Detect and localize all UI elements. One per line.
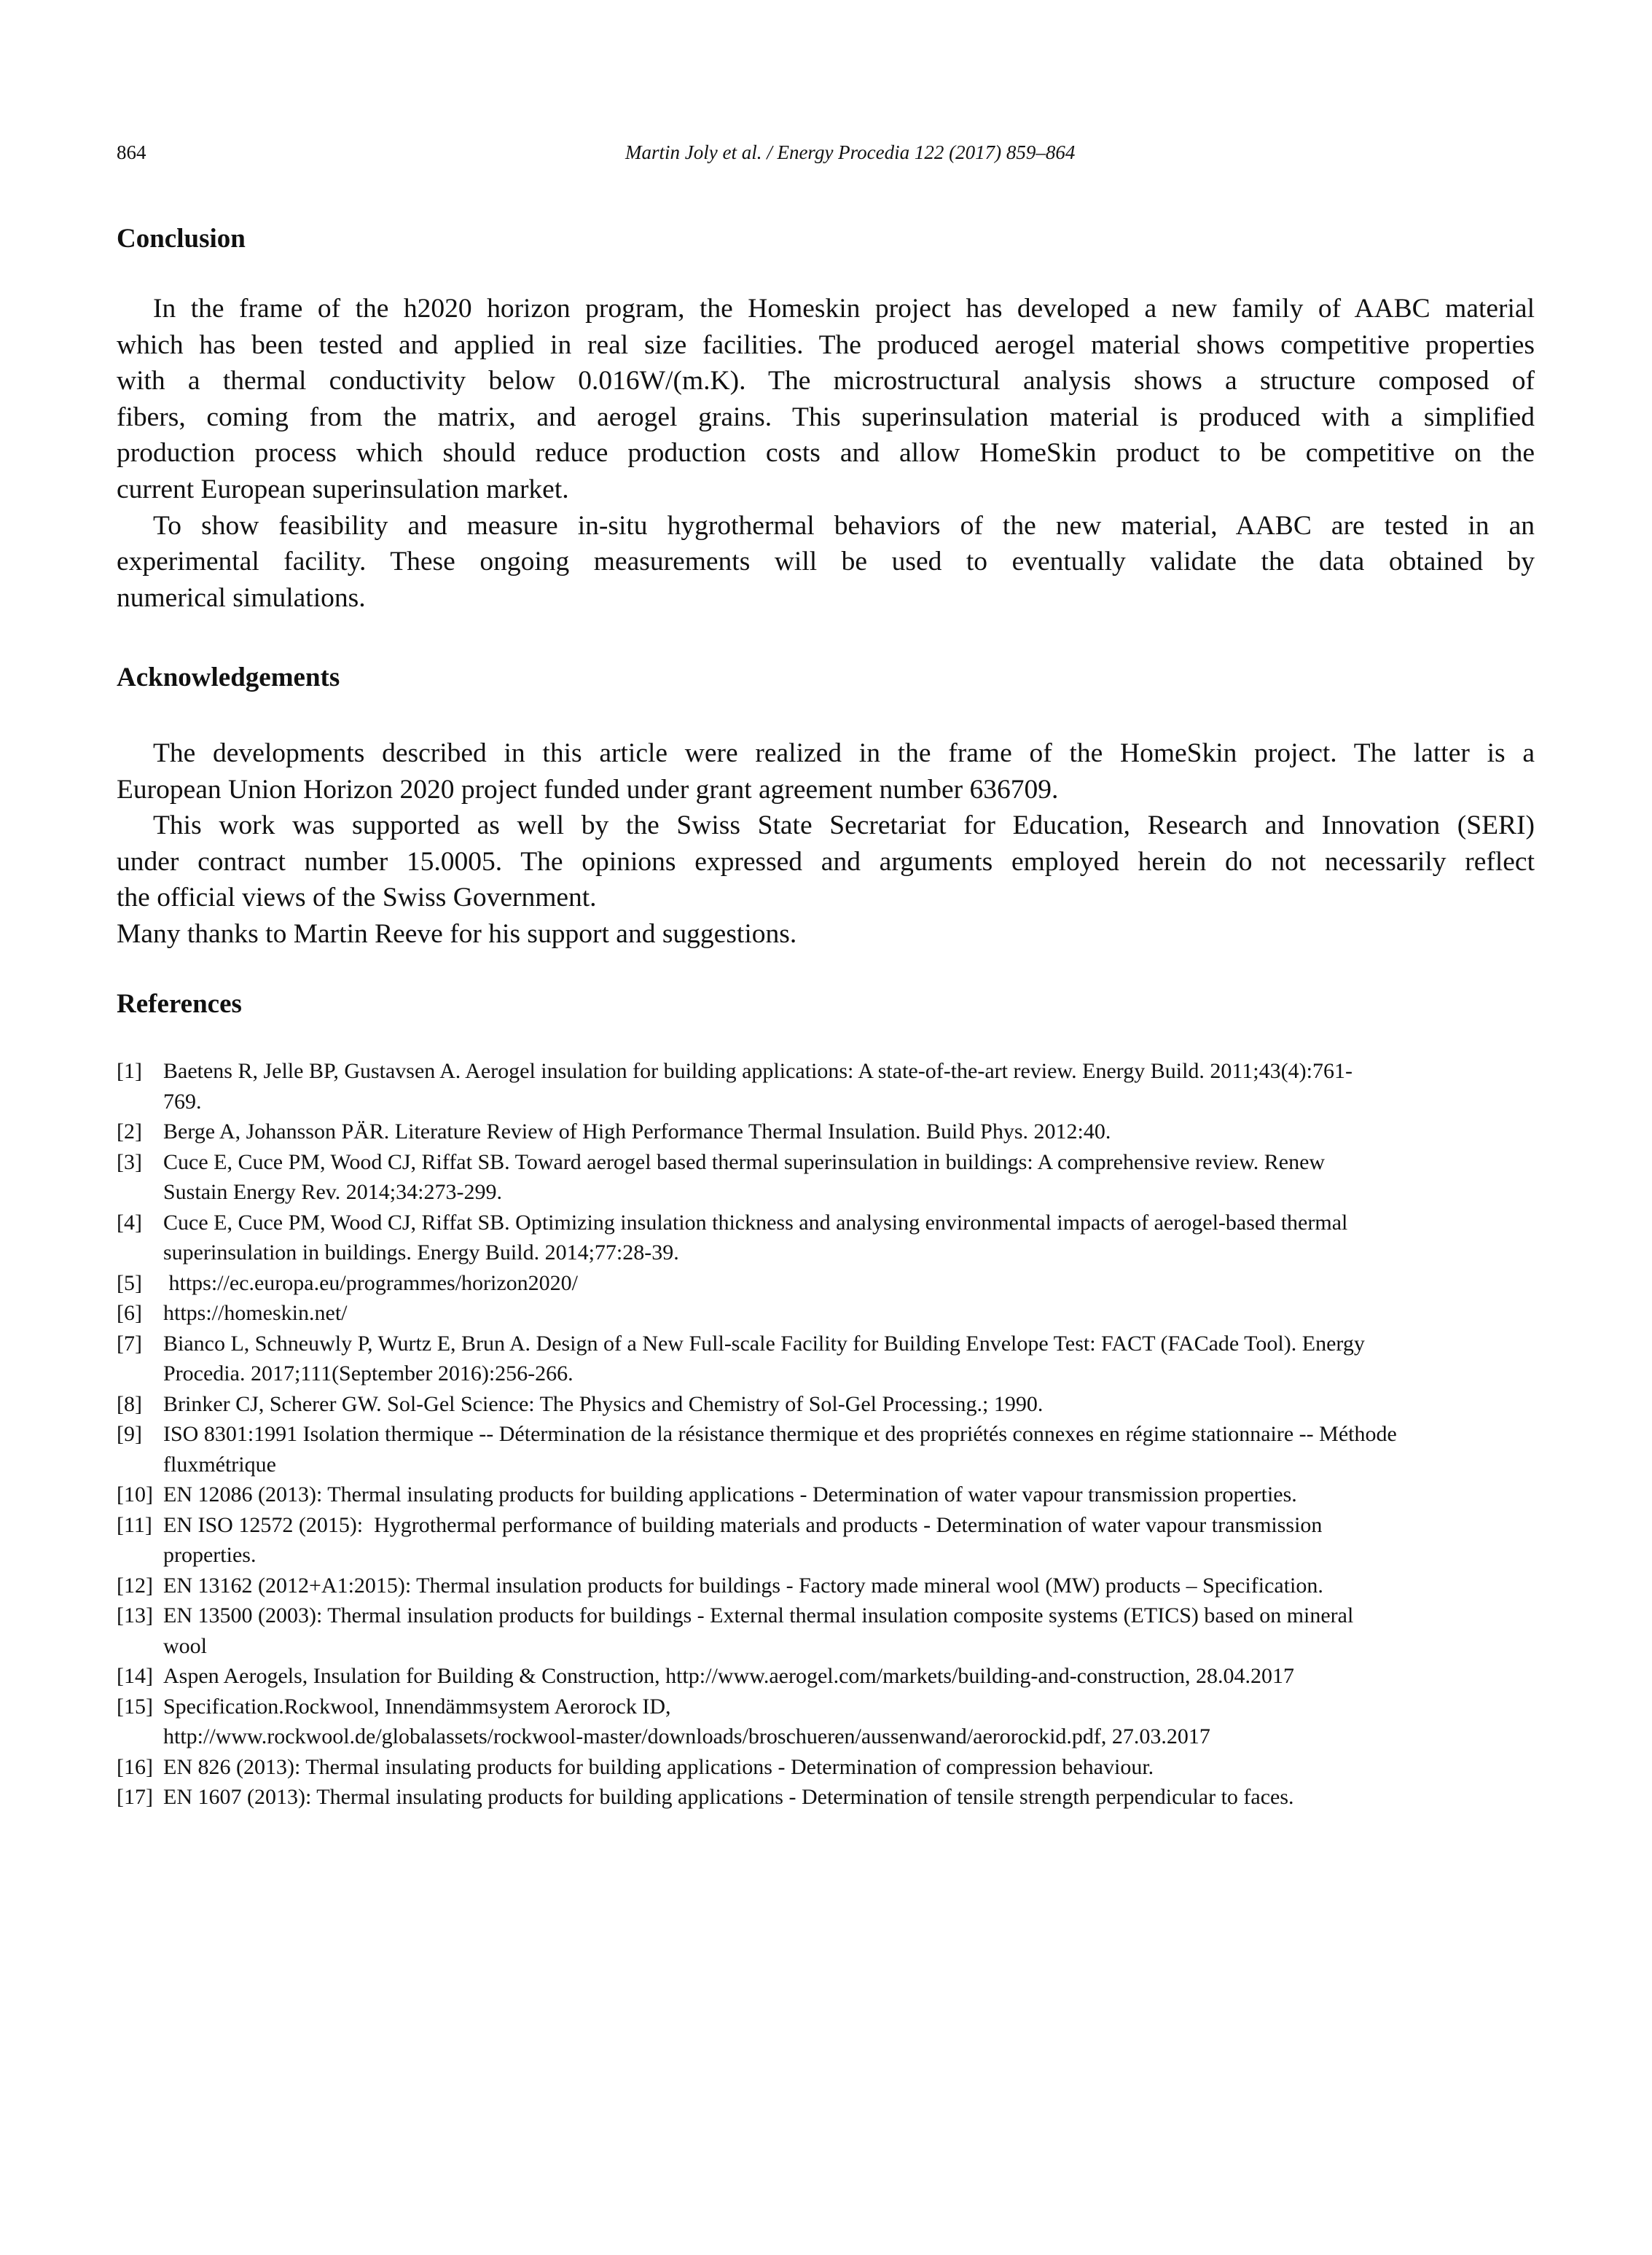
conclusion-body xyxy=(117,291,1535,616)
reference-text: EN 13500 (2003): Thermal insulation products for buildings - External thermal insulation composite systems (ETICS) based on mineral xyxy=(163,1603,1354,1627)
text-line: fibers, coming from the matrix, and aerogel grains. This superinsulation material is produced with a simplified xyxy=(117,402,1535,432)
reference-number: [3] xyxy=(117,1149,142,1174)
reference-item xyxy=(117,1692,1535,1752)
reference-item xyxy=(117,1208,1535,1268)
conclusion-paragraph-1 xyxy=(117,291,1535,508)
reference-text: 769. xyxy=(163,1089,202,1114)
reference-text: Aspen Aerogels, Insulation for Building & Construction, http://www.aerogel.com/markets/building-and-construction, 28.04.2017 xyxy=(163,1664,1294,1688)
reference-text: EN 12086 (2013): Thermal insulating products for building applications - Determination of water vapour transmission properties. xyxy=(163,1482,1297,1506)
reference-text: Procedia. 2017;111(September 2016):256-266. xyxy=(163,1361,573,1386)
reference-item xyxy=(117,1571,1535,1601)
section-references xyxy=(117,988,1535,1020)
reference-text: Cuce E, Cuce PM, Wood CJ, Riffat SB. Optimizing insulation thickness and analysing environmental impacts of aerogel-based thermal xyxy=(163,1210,1348,1235)
reference-item xyxy=(117,1298,1535,1329)
section-heading-acknowledgements: Acknowledgements xyxy=(117,663,340,692)
text-line: production process which should reduce production costs and allow HomeSkin product to be competitive on the xyxy=(117,438,1535,469)
reference-text: Specification.Rockwool, Innendämmsystem Aerorock ID, xyxy=(163,1694,671,1719)
reference-item xyxy=(117,1480,1535,1510)
section-conclusion xyxy=(117,223,1535,255)
reference-text: wool xyxy=(163,1633,207,1658)
reference-text: EN 13162 (2012+A1:2015): Thermal insulation products for buildings - Factory made mineral wool (MW) products – Specification. xyxy=(163,1573,1323,1598)
reference-number: [15] xyxy=(117,1694,153,1719)
reference-number: [13] xyxy=(117,1603,153,1627)
text-line: which has been tested and applied in real size facilities. The produced aerogel material shows competitive properties xyxy=(117,329,1535,360)
reference-item xyxy=(117,1782,1535,1813)
reference-number: [5] xyxy=(117,1270,142,1295)
reference-item xyxy=(117,1117,1535,1147)
reference-number: [12] xyxy=(117,1573,153,1598)
reference-text: Bianco L, Schneuwly P, Wurtz E, Brun A. Design of a New Full-scale Facility for Building Envelope Test: FACT (FACade Tool). Energy xyxy=(163,1331,1365,1356)
reference-text: Cuce E, Cuce PM, Wood CJ, Riffat SB. Toward aerogel based thermal superinsulation in buildings: A comprehensive review. Renew xyxy=(163,1149,1326,1174)
reference-item xyxy=(117,1147,1535,1208)
reference-text: superinsulation in buildings. Energy Build. 2014;77:28-39. xyxy=(163,1240,679,1265)
reference-item xyxy=(117,1661,1535,1692)
reference-text: Sustain Energy Rev. 2014;34:273-299. xyxy=(163,1180,502,1204)
text-line: This work was supported as well by the Swiss State Secretariat for Education, Research and Innovation (SERI) xyxy=(153,810,1535,841)
reference-item xyxy=(117,1601,1535,1661)
reference-number: [9] xyxy=(117,1422,142,1446)
text-line: The developments described in this article were realized in the frame of the HomeSkin project. The latter is a xyxy=(153,738,1535,768)
reference-number: [16] xyxy=(117,1754,153,1779)
text-line: under contract number 15.0005. The opinions expressed and arguments employed herein do not necessarily reflect xyxy=(117,846,1535,877)
text-line: with a thermal conductivity below 0.016W/(m.K). The microstructural analysis shows a structure composed of xyxy=(117,366,1535,396)
reference-number: [2] xyxy=(117,1119,142,1144)
reference-link[interactable]: http://www.rockwool.de/globalassets/rockwool-master/downloads/broschueren/aussenwand/aerorockid.pdf, 27.03.2017 xyxy=(163,1724,1210,1748)
reference-number: [8] xyxy=(117,1391,142,1416)
acknowledgements-paragraph-2 xyxy=(117,808,1535,916)
text-line: European Union Horizon 2020 project funded under grant agreement number 636709. xyxy=(117,774,1059,805)
text-line: To show feasibility and measure in-situ hygrothermal behaviors of the new material, AABC are tested in an xyxy=(153,510,1535,541)
reference-item xyxy=(117,1329,1535,1389)
section-heading-conclusion: Conclusion xyxy=(117,224,246,254)
section-heading-references: References xyxy=(117,989,242,1019)
reference-number: [4] xyxy=(117,1210,142,1235)
acknowledgements-body xyxy=(117,735,1535,953)
reference-item xyxy=(117,1419,1535,1480)
reference-item xyxy=(117,1752,1535,1783)
section-acknowledgements xyxy=(117,662,1535,694)
reference-item xyxy=(117,1056,1535,1117)
reference-number: [11] xyxy=(117,1512,152,1537)
text-line: the official views of the Swiss Government. xyxy=(117,883,597,913)
reference-text: Berge A, Johansson PÄR. Literature Review of High Performance Thermal Insulation. Build Phys. 2012:40. xyxy=(163,1119,1111,1144)
text-line: numerical simulations. xyxy=(117,582,366,613)
text-line: In the frame of the h2020 horizon program, the Homeskin project has developed a new family of AABC material xyxy=(153,294,1535,324)
reference-link[interactable]: https://ec.europa.eu/programmes/horizon2020/ xyxy=(163,1270,579,1295)
reference-text: EN 1607 (2013): Thermal insulating products for building applications - Determination of tensile strength perpendicular to faces. xyxy=(163,1785,1294,1809)
reference-text: ISO 8301:1991 Isolation thermique -- Détermination de la résistance thermique et des propriétés connexes en régime stationnaire -- Méthode xyxy=(163,1422,1397,1446)
reference-number: [1] xyxy=(117,1059,142,1083)
reference-number: [6] xyxy=(117,1301,142,1325)
page-number: 864 xyxy=(117,141,146,163)
reference-number: [7] xyxy=(117,1331,142,1356)
reference-text: Brinker CJ, Scherer GW. Sol-Gel Science: The Physics and Chemistry of Sol-Gel Processing.; 1990. xyxy=(163,1391,1044,1416)
acknowledgements-paragraph-1 xyxy=(117,735,1535,808)
reference-text: properties. xyxy=(163,1543,257,1567)
reference-text: fluxmétrique xyxy=(163,1452,276,1477)
reference-item xyxy=(117,1389,1535,1420)
text-line: experimental facility. These ongoing measurements will be used to eventually validate the data obtained by xyxy=(117,547,1535,577)
reference-text: EN 826 (2013): Thermal insulating products for building applications - Determination of compression behaviour. xyxy=(163,1754,1154,1779)
reference-text: Baetens R, Jelle BP, Gustavsen A. Aerogel insulation for building applications: A state-of-the-art review. Energy Build. 2011;43(4):761- xyxy=(163,1059,1352,1083)
conclusion-paragraph-2 xyxy=(117,508,1535,617)
text-line: current European superinsulation market. xyxy=(117,474,569,504)
reference-number: [10] xyxy=(117,1482,153,1506)
reference-number: [17] xyxy=(117,1785,153,1809)
reference-list xyxy=(117,1056,1535,1813)
reference-link[interactable]: https://homeskin.net/ xyxy=(163,1301,348,1325)
reference-item xyxy=(117,1268,1535,1299)
reference-number: [14] xyxy=(117,1664,153,1688)
reference-item xyxy=(117,1510,1535,1571)
journal-citation: Martin Joly et al. / Energy Procedia 122 (2017) 859–864 xyxy=(625,141,1076,163)
running-header xyxy=(117,140,1535,165)
acknowledgements-closing-line: Many thanks to Martin Reeve for his support and suggestions. xyxy=(117,918,797,949)
reference-text: EN ISO 12572 (2015): Hygrothermal performance of building materials and products - Determination of water vapour transmission xyxy=(163,1512,1323,1537)
